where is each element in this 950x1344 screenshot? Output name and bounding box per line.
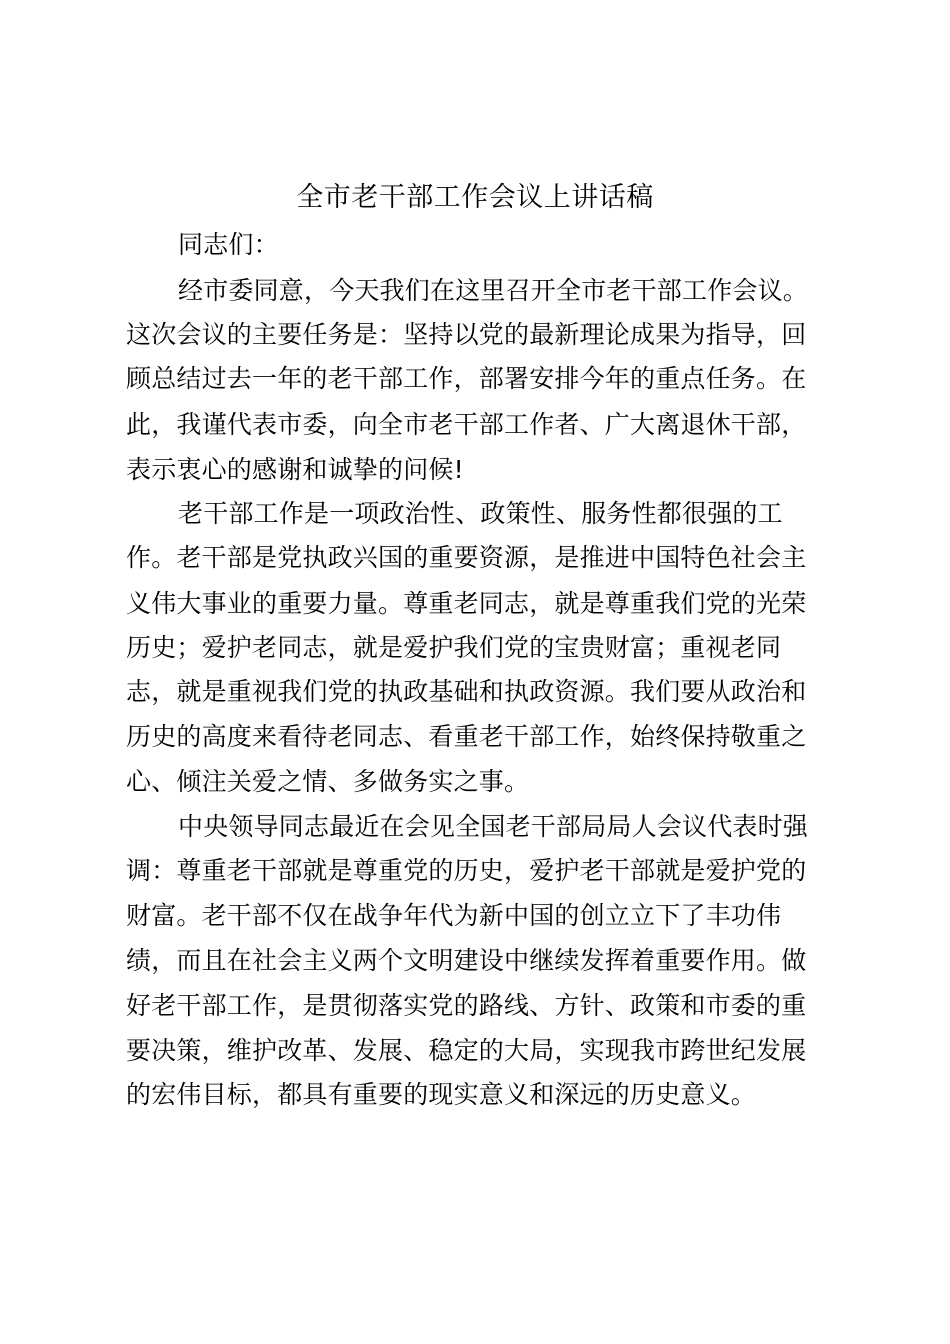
document-title: 全市老干部工作会议上讲话稿 <box>296 182 654 213</box>
paragraph-1-line-5: 表示衷心的感谢和诚挚的问候! <box>126 455 464 484</box>
paragraph-2-line-7: 心、倾注关爱之情、多做务实之事。 <box>126 767 530 796</box>
paragraph-2-line-1: 老干部工作是一项政治性、政策性、服务性都很强的工 <box>178 499 783 528</box>
paragraph-1-line-2: 这次会议的主要任务是：坚持以党的最新理论成果为指导，回 <box>126 320 807 349</box>
paragraph-3-line-6: 要决策，维护改革、发展、稳定的大局，实现我市跨世纪发展 <box>126 1036 807 1065</box>
paragraph-3-line-5: 好老干部工作，是贯彻落实党的路线、方针、政策和市委的重 <box>126 991 807 1020</box>
paragraph-1-line-3: 顾总结过去一年的老干部工作，部署安排今年的重点任务。在 <box>126 364 807 393</box>
paragraph-2-line-6: 历史的高度来看待老同志、看重老干部工作，始终保持敬重之 <box>126 722 807 751</box>
paragraph-1-line-1: 经市委同意，今天我们在这里召开全市老干部工作会议。 <box>178 276 809 305</box>
paragraph-2-line-4: 历史；爱护老同志，就是爱护我们党的宝贵财富；重视老同 <box>126 633 782 662</box>
paragraph-2-line-5: 志，就是重视我们党的执政基础和执政资源。我们要从政治和 <box>126 677 807 706</box>
salutation-line: 同志们： <box>178 230 279 259</box>
paragraph-3-line-7: 的宏伟目标，都具有重要的现实意义和深远的历史意义。 <box>126 1080 757 1109</box>
paragraph-3-line-1: 中央领导同志最近在会见全国老干部局局人会议代表时强 <box>178 812 809 841</box>
paragraph-2-line-3: 义伟大事业的重要力量。尊重老同志，就是尊重我们党的光荣 <box>126 589 807 618</box>
paragraph-3-line-2: 调：尊重老干部就是尊重党的历史，爱护老干部就是爱护党的 <box>126 856 807 885</box>
paragraph-3-line-4: 绩，而且在社会主义两个文明建设中继续发挥着重要作用。做 <box>126 946 807 975</box>
paragraph-1-line-4: 此，我谨代表市委，向全市老干部工作者、广大离退休干部， <box>126 410 807 439</box>
paragraph-2-line-2: 作。老干部是党执政兴国的重要资源，是推进中国特色社会主 <box>126 543 807 572</box>
paragraph-3-line-3: 财富。老干部不仅在战争年代为新中国的创立立下了丰功伟 <box>126 901 782 930</box>
